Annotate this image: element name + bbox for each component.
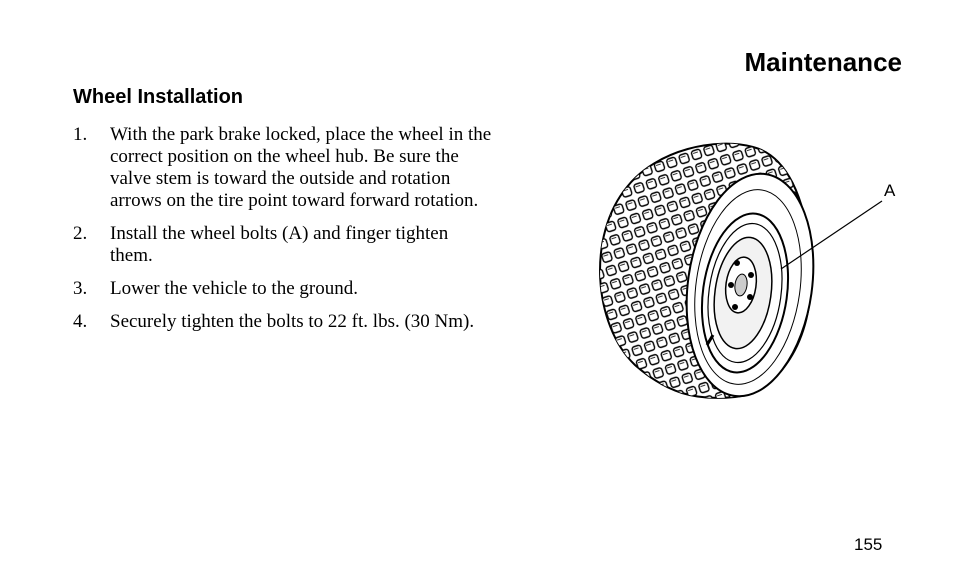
wheel-illustration <box>585 125 915 410</box>
page-number: 155 <box>854 535 883 554</box>
callout-label-a: A <box>884 181 896 200</box>
step-text: Install the wheel bolts (A) and finger tighten them. <box>110 223 449 266</box>
step-number: 3. <box>73 278 88 299</box>
step-number: 4. <box>73 311 88 332</box>
step-text: Securely tighten the bolts to 22 ft. lbs. (30 Nm). <box>110 311 475 332</box>
wheel-bolt <box>748 272 754 278</box>
step-item <box>73 223 493 267</box>
step-number: 2. <box>73 223 88 244</box>
section-title: Maintenance <box>744 47 902 77</box>
wheel-bolt <box>728 282 734 288</box>
wheel-bolt <box>747 294 753 300</box>
step-text: With the park brake locked, place the wheel in the correct position on the wheel hub. Be sure the valve stem is toward the outside and rotation arrows on the tire point toward forward rotation. <box>110 124 492 211</box>
step-text: Lower the vehicle to the ground. <box>110 278 358 299</box>
wheel-bolt <box>732 304 738 310</box>
step-item <box>73 311 493 333</box>
wheel-installation-heading: Wheel Installation <box>73 86 244 108</box>
step-item <box>73 278 493 300</box>
step-item <box>73 124 493 212</box>
step-number: 1. <box>73 124 88 145</box>
wheel-bolt <box>734 260 740 266</box>
instruction-steps <box>73 124 493 344</box>
